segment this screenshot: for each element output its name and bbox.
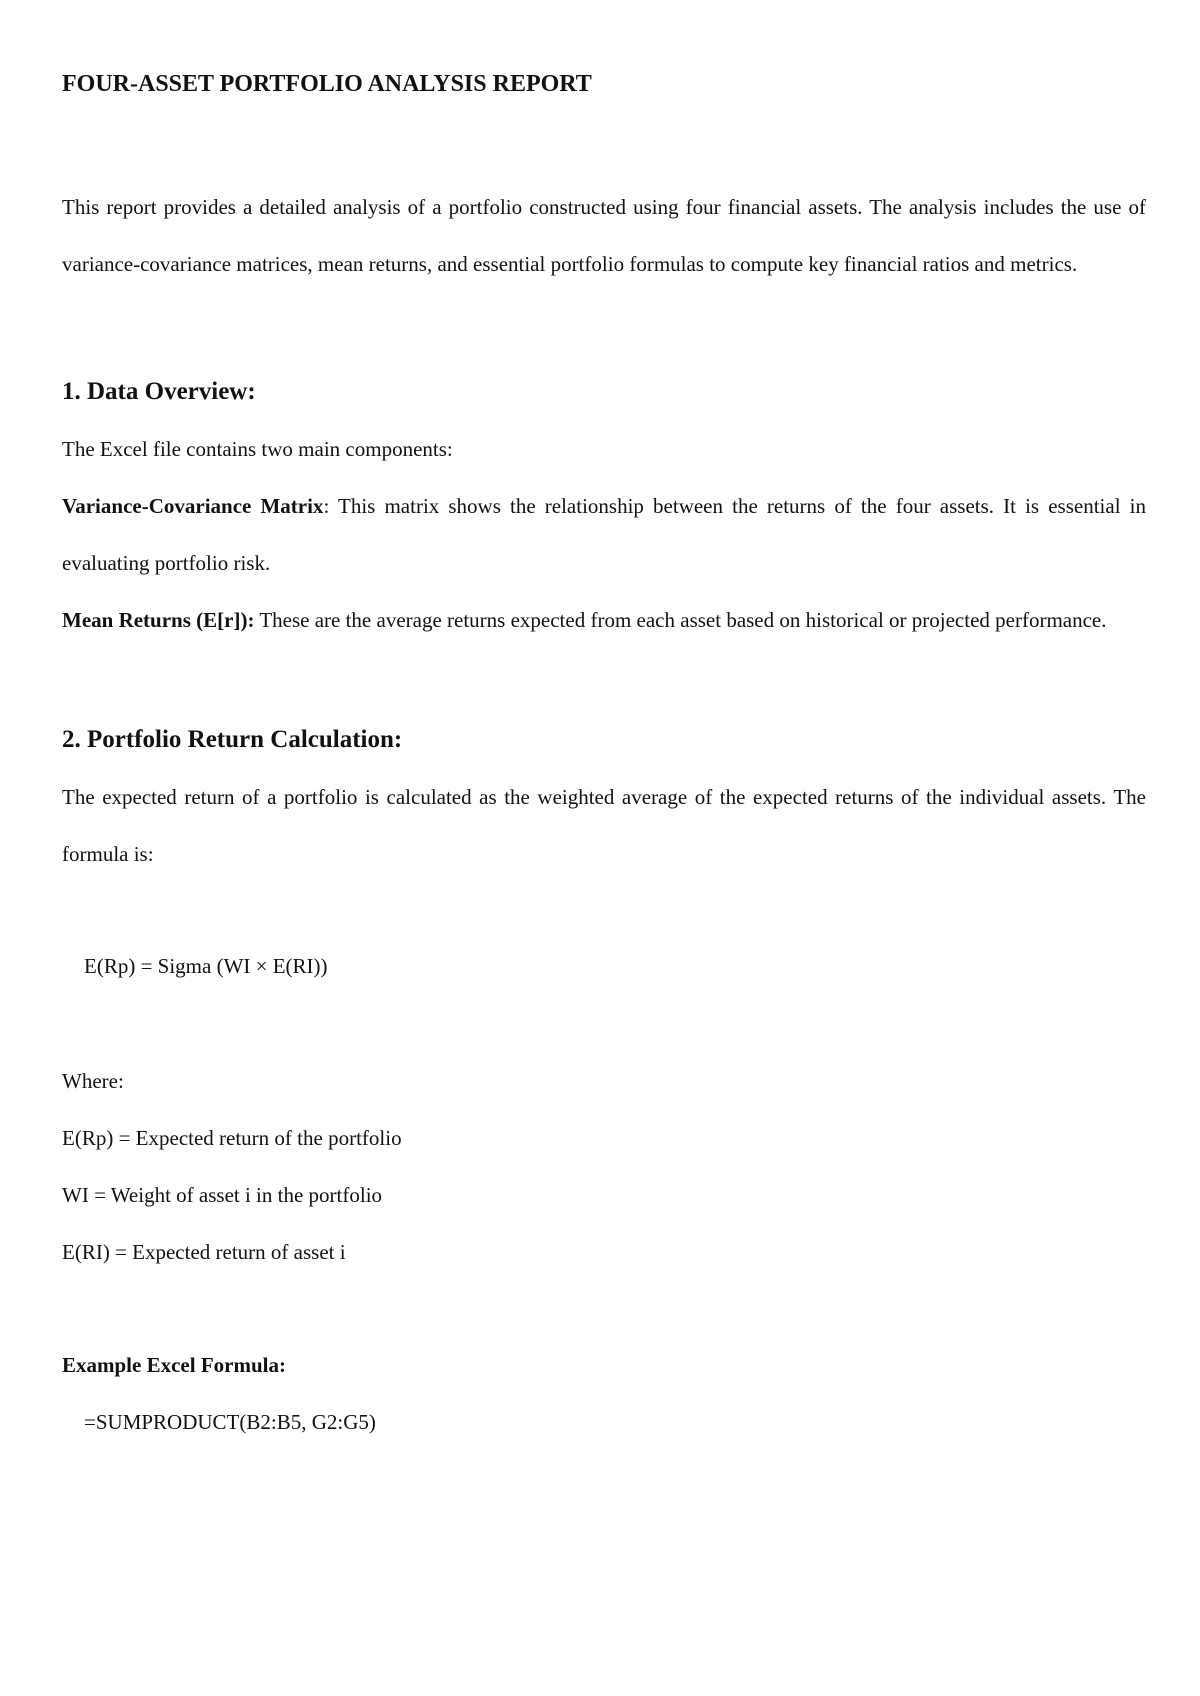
- definition-line: WI = Weight of asset i in the portfolio: [62, 1182, 383, 1207]
- data-overview-item-mean-returns: [62, 592, 1146, 649]
- term-description: : This matrix shows the relationship between the returns of the four assets. It is essential in evaluating portfolio risk.: [62, 493, 1146, 575]
- example-excel-formula-label: Example Excel Formula:: [62, 1352, 286, 1377]
- section-heading-data-overview: 1. Data Overview:: [62, 377, 256, 405]
- data-overview-item-variance-covariance: [62, 478, 1146, 592]
- document-content: [62, 70, 1146, 1451]
- term-mean-returns: Mean Returns (E[r]):: [62, 607, 255, 632]
- data-overview-lead: The Excel file contains two main components:: [62, 436, 453, 461]
- example-excel-formula: =SUMPRODUCT(B2:B5, G2:G5): [84, 1409, 376, 1434]
- document-title: FOUR-ASSET PORTFOLIO ANALYSIS REPORT: [62, 71, 592, 97]
- section-heading-portfolio-return: 2. Portfolio Return Calculation:: [62, 725, 403, 753]
- intro-paragraph: This report provides a detailed analysis of a portfolio constructed using four financial assets. The analysis includes the use of variance-covariance matrices, mean returns, and essential portfolio formulas to compute key financial ratios and metrics.: [62, 194, 1146, 276]
- term-description: These are the average returns expected from each asset based on historical or projected performance.: [254, 607, 1107, 632]
- portfolio-return-formula: E(Rp) = Sigma (WI × E(RI)): [84, 953, 328, 978]
- portfolio-return-description: The expected return of a portfolio is calculated as the weighted average of the expected returns of the individual assets. The formula is:: [62, 784, 1146, 866]
- where-label: Where:: [62, 1068, 124, 1093]
- definition-line: E(RI) = Expected return of asset i: [62, 1239, 346, 1264]
- term-variance-covariance-matrix: Variance-Covariance Matrix: [62, 493, 324, 518]
- definition-line: E(Rp) = Expected return of the portfolio: [62, 1125, 402, 1150]
